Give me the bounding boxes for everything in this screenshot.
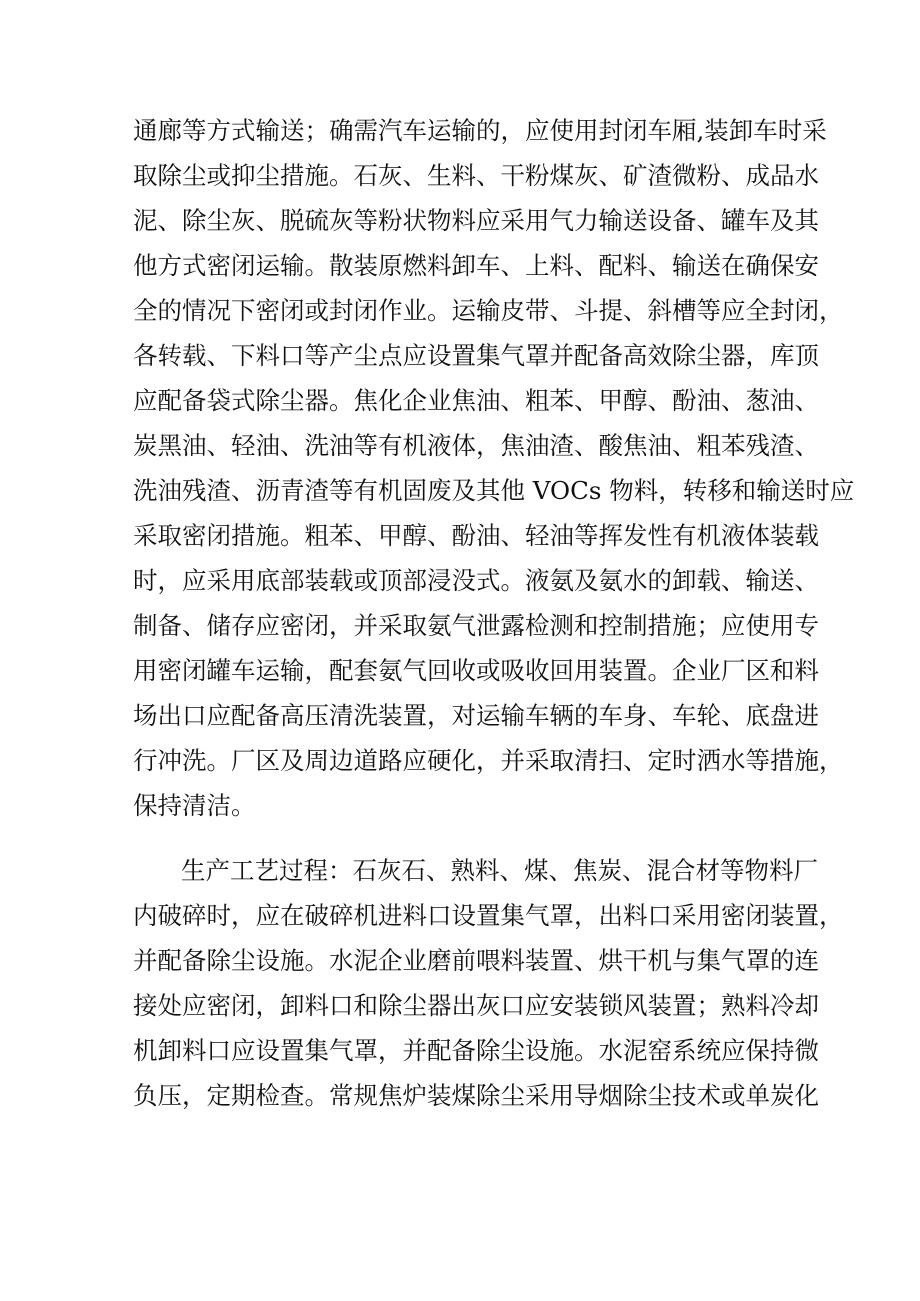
text-line: 行冲洗。厂区及周边道路应硬化，并采取清扫、定时洒水等措施， — [133, 746, 844, 775]
text-line: 泥、除尘灰、脱硫灰等粉状物料应采用气力输送设备、罐车及其 — [133, 206, 819, 235]
paragraph-spacer — [133, 828, 803, 848]
text-line: 负压，定期检查。常规焦炉装煤除尘采用导烟除尘技术或单炭化 — [133, 1081, 819, 1110]
text-line: 接处应密闭，卸料口和除尘器出灰口应安装锁风装置；熟料冷却 — [133, 991, 819, 1020]
text-line: 采取密闭措施。粗苯、甲醇、酚油、轻油等挥发性有机液体装载 — [133, 521, 819, 550]
text-line: 取除尘或抑尘措施。石灰、生料、干粉煤灰、矿渣微粉、成品水 — [133, 161, 819, 190]
text-line: 洗油残渣、沥青渣等有机固废及其他 VOCs 物料，转移和输送时应 — [133, 476, 855, 505]
paragraph-1 — [133, 108, 855, 828]
text-line: 各转载、下料口等产尘点应设置集气罩并配备高效除尘器，库顶 — [133, 341, 819, 370]
text-line: 制备、储存应密闭，并采取氨气泄露检测和控制措施；应使用专 — [133, 611, 819, 640]
text-line: 内破碎时，应在破碎机进料口设置集气罩，出料口采用密闭装置， — [133, 901, 844, 930]
document-body — [133, 108, 855, 1118]
text-line: 用密闭罐车运输，配套氨气回收或吸收回用装置。企业厂区和料 — [133, 656, 819, 685]
text-line: 通廊等方式输送；确需汽车运输的，应使用封闭车厢,装卸车时采 — [133, 116, 827, 145]
text-line: 场出口应配备高压清洗装置，对运输车辆的车身、车轮、底盘进 — [133, 701, 819, 730]
text-line: 他方式密闭运输。散装原燃料卸车、上料、配料、输送在确保安 — [133, 251, 819, 280]
paragraph-2 — [133, 848, 844, 1118]
text-line: 生产工艺过程：石灰石、熟料、煤、焦炭、混合材等物料厂 — [181, 856, 818, 885]
text-line: 炭黑油、轻油、洗油等有机液体，焦油渣、酸焦油、粗苯残渣、 — [133, 431, 819, 460]
text-line: 应配备袋式除尘器。焦化企业焦油、粗苯、甲醇、酚油、葱油、 — [133, 386, 819, 415]
text-line: 时，应采用底部装载或顶部浸没式。液氨及氨水的卸载、输送、 — [133, 566, 819, 595]
text-line: 并配备除尘设施。水泥企业磨前喂料装置、烘干机与集气罩的连 — [133, 946, 819, 975]
text-line: 保持清洁。 — [133, 791, 256, 820]
text-line: 机卸料口应设置集气罩，并配备除尘设施。水泥窑系统应保持微 — [133, 1036, 819, 1065]
text-line: 全的情况下密闭或封闭作业。运输皮带、斗提、斜槽等应全封闭， — [133, 296, 844, 325]
